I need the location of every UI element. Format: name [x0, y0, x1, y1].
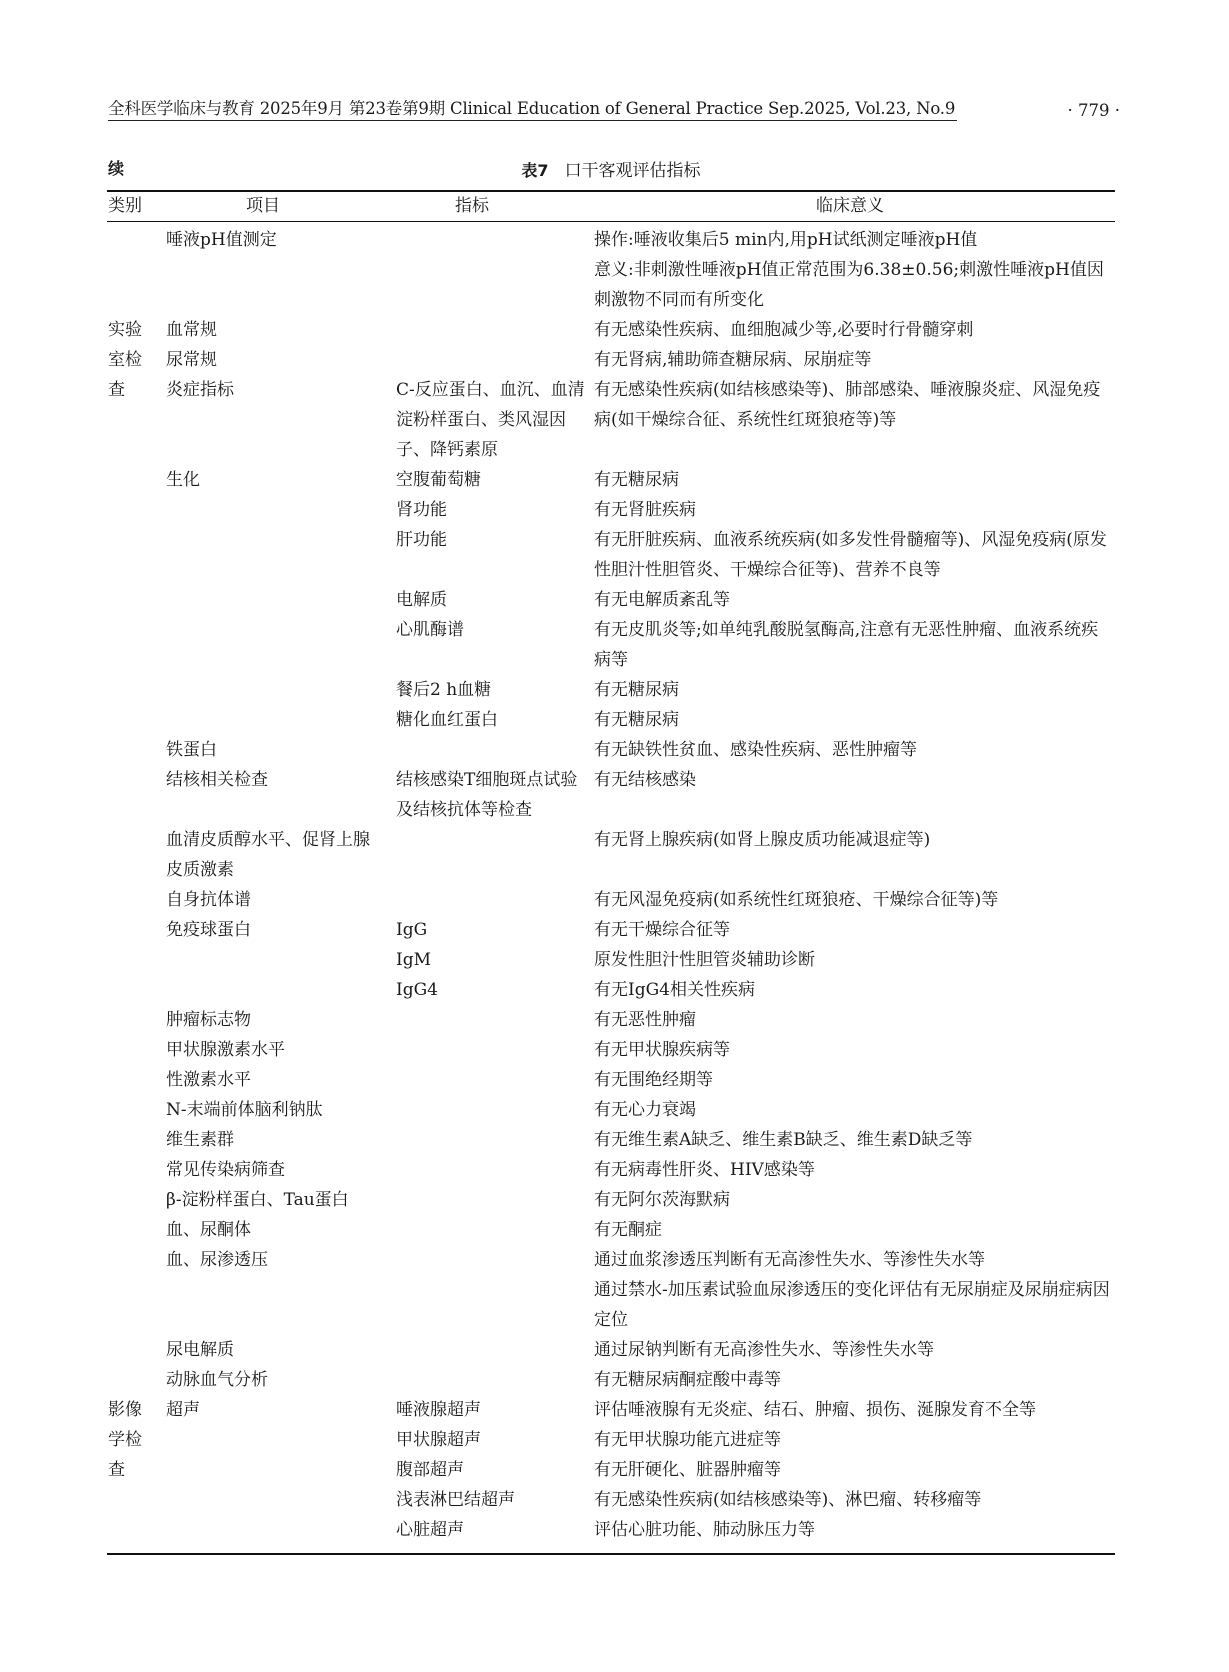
- item-cell: 血清皮质醇水平、促肾上腺皮质激素: [166, 830, 370, 880]
- meaning-cell: 评估心脏功能、肺动脉压力等: [594, 1520, 815, 1540]
- meaning-cell: 有无缺铁性贫血、感染性疾病、恶性肿瘤等: [594, 740, 917, 760]
- meaning-cell: 操作:唾液收集后5 min内,用pH试纸测定唾液pH值: [594, 230, 978, 250]
- indicator-cell: IgG: [396, 920, 428, 940]
- table-row: [0, 1425, 1229, 1455]
- table-body: [0, 225, 1229, 1545]
- category-imaging-line1: 影像: [108, 1400, 142, 1420]
- table-row: [0, 1065, 1229, 1095]
- category-lab-line3: 查: [108, 380, 125, 400]
- table-row: [0, 765, 1229, 825]
- table-row: [0, 705, 1229, 735]
- category-imaging-line2: 学检: [108, 1430, 142, 1450]
- table-row: [0, 1005, 1229, 1035]
- meaning-cell: 通过血浆渗透压判断有无高渗性失水、等渗性失水等: [594, 1250, 985, 1270]
- indicator-cell: 电解质: [396, 590, 447, 610]
- item-cell: 结核相关检查: [166, 770, 268, 790]
- meaning-cell: 有无病毒性肝炎、HIV感染等: [594, 1160, 815, 1180]
- indicator-cell: IgM: [396, 950, 432, 970]
- indicator-cell: 唾液腺超声: [396, 1400, 481, 1420]
- meaning-cell: 意义:非刺激性唾液pH值正常范围为6.38±0.56;刺激性唾液pH值因刺激物不同而有所变化: [594, 260, 1104, 310]
- indicator-cell: 结核感染T细胞斑点试验及结核抗体等检查: [396, 770, 578, 820]
- item-cell: 自身抗体谱: [166, 890, 251, 910]
- table-row: [0, 1335, 1229, 1365]
- meaning-cell: 有无围绝经期等: [594, 1070, 713, 1090]
- col-header-item: 项目: [246, 196, 280, 216]
- meaning-cell: 有无糖尿病: [594, 680, 679, 700]
- indicator-cell: 肾功能: [396, 500, 447, 520]
- table-caption: [108, 156, 1114, 182]
- table-row: [0, 1395, 1229, 1425]
- meaning-cell: 有无感染性疾病、血细胞减少等,必要时行骨髓穿刺: [594, 320, 974, 340]
- table-row: [0, 1515, 1229, 1545]
- table-number: 表7: [521, 161, 549, 180]
- table-header-rule: [107, 221, 1115, 222]
- table-row: [0, 255, 1229, 315]
- table-row: [0, 1215, 1229, 1245]
- item-cell: β-淀粉样蛋白、Tau蛋白: [166, 1190, 349, 1210]
- item-cell: 血、尿酮体: [166, 1220, 251, 1240]
- item-cell: 维生素群: [166, 1130, 234, 1150]
- indicator-cell: C-反应蛋白、血沉、血清淀粉样蛋白、类风湿因子、降钙素原: [396, 380, 585, 460]
- table-bottom-rule: [107, 1553, 1115, 1555]
- meaning-cell: 有无酮症: [594, 1220, 662, 1240]
- meaning-cell: 有无糖尿病: [594, 710, 679, 730]
- meaning-cell: 有无干燥综合征等: [594, 920, 730, 940]
- item-cell: 动脉血气分析: [166, 1370, 268, 1390]
- table-header: [0, 193, 1229, 221]
- item-cell: 超声: [166, 1400, 200, 1420]
- indicator-cell: IgG4: [396, 980, 438, 1000]
- item-cell: 炎症指标: [166, 380, 234, 400]
- item-cell: 常见传染病筛查: [166, 1160, 285, 1180]
- table-row: [0, 345, 1229, 375]
- item-cell: 尿电解质: [166, 1340, 234, 1360]
- indicator-cell: 餐后2 h血糖: [396, 680, 492, 700]
- table-row: [0, 615, 1229, 675]
- item-cell: 性激素水平: [166, 1070, 251, 1090]
- meaning-cell: 原发性胆汁性胆管炎辅助诊断: [594, 950, 815, 970]
- table-row: [0, 315, 1229, 345]
- indicator-cell: 心肌酶谱: [396, 620, 464, 640]
- table-row: [0, 915, 1229, 945]
- meaning-cell: 有无阿尔茨海默病: [594, 1190, 730, 1210]
- meaning-cell: 有无皮肌炎等;如单纯乳酸脱氢酶高,注意有无恶性肿瘤、血液系统疾病等: [594, 620, 1099, 670]
- meaning-cell: 有无糖尿病酮症酸中毒等: [594, 1370, 781, 1390]
- indicator-cell: 腹部超声: [396, 1460, 464, 1480]
- col-header-indicator: 指标: [455, 196, 489, 216]
- item-cell: 唾液pH值测定: [166, 230, 277, 250]
- item-cell: N-末端前体脑利钠肽: [166, 1100, 323, 1120]
- meaning-cell: 通过尿钠判断有无高渗性失水、等渗性失水等: [594, 1340, 934, 1360]
- table-top-rule: [107, 190, 1115, 192]
- category-lab-line1: 实验: [108, 320, 142, 340]
- category-lab-line2: 室检: [108, 350, 142, 370]
- table-row: [0, 495, 1229, 525]
- table-row: [0, 1155, 1229, 1185]
- running-header: [108, 98, 1120, 124]
- meaning-cell: 有无肝脏疾病、血液系统疾病(如多发性骨髓瘤等)、风湿免疫病(原发性胆汁性胆管炎、干燥综合征等)、营养不良等: [594, 530, 1107, 580]
- meaning-cell: 有无维生素A缺乏、维生素B缺乏、维生素D缺乏等: [594, 1130, 973, 1150]
- table-row: [0, 1275, 1229, 1335]
- table-title: [108, 156, 1114, 181]
- meaning-cell: 有无肾上腺疾病(如肾上腺皮质功能减退症等): [594, 830, 931, 850]
- meaning-cell: 有无甲状腺疾病等: [594, 1040, 730, 1060]
- meaning-cell: 评估唾液腺有无炎症、结石、肿瘤、损伤、涎腺发育不全等: [594, 1400, 1036, 1420]
- table-row: [0, 975, 1229, 1005]
- table-row: [0, 1245, 1229, 1275]
- item-cell: 铁蛋白: [166, 740, 217, 760]
- meaning-cell: 有无肾病,辅助筛查糖尿病、尿崩症等: [594, 350, 872, 370]
- table-row: [0, 1095, 1229, 1125]
- indicator-cell: 空腹葡萄糖: [396, 470, 481, 490]
- indicator-cell: 糖化血红蛋白: [396, 710, 498, 730]
- meaning-cell: 有无IgG4相关性疾病: [594, 980, 755, 1000]
- table-row: [0, 585, 1229, 615]
- col-header-category: 类别: [108, 196, 142, 216]
- table-row: [0, 945, 1229, 975]
- meaning-cell: 有无电解质紊乱等: [594, 590, 730, 610]
- table-row: [0, 1365, 1229, 1395]
- indicator-cell: 肝功能: [396, 530, 447, 550]
- category-imaging-line3: 查: [108, 1460, 125, 1480]
- item-cell: 生化: [166, 470, 200, 490]
- meaning-cell: 有无肾脏疾病: [594, 500, 696, 520]
- meaning-cell: 有无糖尿病: [594, 470, 679, 490]
- col-header-meaning: 临床意义: [816, 196, 884, 216]
- indicator-cell: 心脏超声: [396, 1520, 464, 1540]
- item-cell: 血、尿渗透压: [166, 1250, 268, 1270]
- continued-label: 续: [108, 159, 125, 178]
- meaning-cell: 有无感染性疾病(如结核感染等)、肺部感染、唾液腺炎症、风湿免疫病(如干燥综合征、系统性红斑狼疮等)等: [594, 380, 1101, 430]
- table-row: [0, 1185, 1229, 1215]
- table-row: [0, 885, 1229, 915]
- meaning-cell: 有无风湿免疫病(如系统性红斑狼疮、干燥综合征等)等: [594, 890, 999, 910]
- meaning-cell: 有无肝硬化、脏器肿瘤等: [594, 1460, 781, 1480]
- meaning-cell: 通过禁水-加压素试验血尿渗透压的变化评估有无尿崩症及尿崩症病因定位: [594, 1280, 1110, 1330]
- item-cell: 尿常规: [166, 350, 217, 370]
- table-row: [0, 525, 1229, 585]
- indicator-cell: 甲状腺超声: [396, 1430, 481, 1450]
- indicator-cell: 浅表淋巴结超声: [396, 1490, 515, 1510]
- item-cell: 肿瘤标志物: [166, 1010, 251, 1030]
- table-row: [0, 225, 1229, 255]
- table-row: [0, 1035, 1229, 1065]
- table-row: [0, 1455, 1229, 1485]
- table-row: [0, 1485, 1229, 1515]
- table-row: [0, 675, 1229, 705]
- table-row: [0, 465, 1229, 495]
- table-row: [0, 735, 1229, 765]
- meaning-cell: 有无甲状腺功能亢进症等: [594, 1430, 781, 1450]
- table-row: [0, 375, 1229, 465]
- meaning-cell: 有无结核感染: [594, 770, 696, 790]
- item-cell: 免疫球蛋白: [166, 920, 251, 940]
- journal-info: 全科医学临床与教育 2025年9月 第23卷第9期 Clinical Education of General Practice Sep.2025, Vol.23, No.9: [108, 98, 957, 121]
- page-number: · 779 ·: [1067, 101, 1120, 120]
- meaning-cell: 有无感染性疾病(如结核感染等)、淋巴瘤、转移瘤等: [594, 1490, 982, 1510]
- item-cell: 血常规: [166, 320, 217, 340]
- table-title-text: 口干客观评估指标: [564, 161, 701, 181]
- table-row: [0, 825, 1229, 885]
- meaning-cell: 有无恶性肿瘤: [594, 1010, 696, 1030]
- meaning-cell: 有无心力衰竭: [594, 1100, 696, 1120]
- table-row: [0, 1125, 1229, 1155]
- item-cell: 甲状腺激素水平: [166, 1040, 285, 1060]
